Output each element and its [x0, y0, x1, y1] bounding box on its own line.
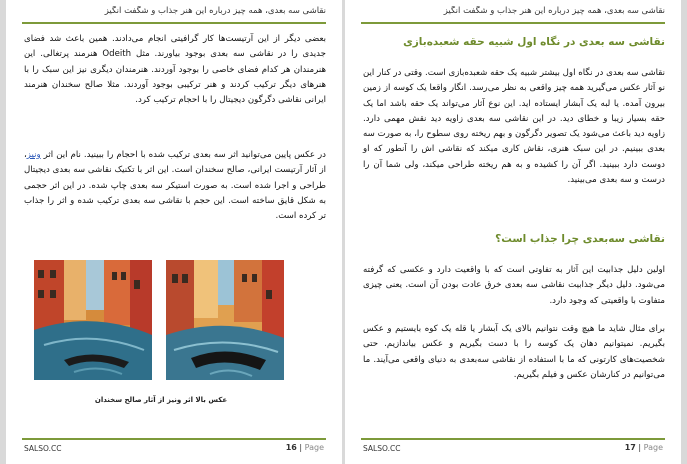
- page-header: نقاشی سه بعدی، همه چیز درباره این هنر جذاب و شگفت انگیز: [104, 6, 326, 16]
- paragraph: [24, 148, 326, 224]
- header-divider: [22, 22, 326, 24]
- footer-divider: [361, 438, 665, 440]
- section-heading: نقاشی سه بعدی در نگاه اول شبیه حقه شعبده‌بازی: [403, 36, 665, 48]
- paragraph-text: ، از آثار آرتیست ایرانی، صالح سخندان است. این اثر با تکنیک نقاشی سه بعدی دیجیتال طراحی و اجرا شده است. به صورت استیکر سه بعدی چاپ شده. در این اثر حجمی به شکل قایق ساخته است. این حجم با نقاشی سه بعدی ترکیب شده و اثر را جذاب تر کرده است.: [24, 150, 326, 222]
- page-header: نقاشی سه بعدی، همه چیز درباره این هنر جذاب و شگفت انگیز: [443, 6, 665, 16]
- paragraph: برای مثال شاید ما هیچ وقت نتوانیم بالای یک آبشار یا قله یک کوه بایستیم و عکس بگیریم. نمیتوانیم دهان یک کوسه را با دست بگیریم و عکس بیاندازیم. حتی شخصیت‌های کارتونی که ما با استفاده از نقاشی سه‌بعدی به دنیای واقعی می‌آیند. ما می‌توانیم در کنارشان عکس و فیلم بگیریم.: [363, 324, 665, 380]
- venice-artwork-photo-1: [34, 260, 152, 380]
- venice-artwork-photo-2: [166, 260, 284, 380]
- footer-site: SALSO.CC: [24, 444, 62, 453]
- page-number: 17: [624, 443, 636, 452]
- venice-link[interactable]: ونیز: [26, 150, 41, 160]
- page-label: Page: [304, 443, 324, 452]
- page-label: Page: [643, 443, 663, 452]
- page-16: [6, 0, 342, 464]
- paragraph: نقاشی سه بعدی در نگاه اول بیشتر شبیه یک حقه شعبده‌بازی است. وقتی در کنار این نو آثار عکس می‌گیرید همه چیز واقعی به نظر می‌رسد. انگار واقعا یک کوسه از زمین بیرون آمده. یا لبه یک آبشار ایستاده اید. این نوع آثار می‌تواند یک حقه باشد اما یک حقه بسیار زیبا و خطای دید. در این نقاشی سه بعدی زاویه دید نقش مهمی دارد. زاویه دید باعث می‌شود یک تصویر دگرگون و بهم ریخته روی سطوح را، به صورت سه بعدی ببینیم. در این سبک هنری، نقاش کاری میکند که نقاشی اش را آنطور که او دوست دارد ببینید. اگر آن را کشیده و به هم ریخته طراحی میکند، ولی شما آن را درست و سه بعدی می‌بینید.: [363, 68, 665, 186]
- footer-divider: [22, 438, 326, 440]
- section-heading: نقاشی سه‌بعدی چرا جذاب است؟: [495, 233, 665, 245]
- paragraph: اولین دلیل جذابیت این آثار به تفاوتی است که با واقعیت دارد و عکسی که گرفته می‌شود. دلیل دیگر جذابیت نقاشی سه بعدی خرق عادت بودن آن است. یعنی چیزی متفاوت با واقعیتی که وجود دارد.: [363, 265, 665, 306]
- page-number: 16: [285, 443, 297, 452]
- image-caption: عکس بالا اثر ونیز از آثار صالح سخندان: [94, 396, 228, 404]
- footer-site: SALSO.CC: [363, 444, 401, 453]
- paragraph: بعضی دیگر از این آرتیست‌ها کار گرافیتی انجام می‌دادند. همین باعث شد فضای جدیدی را در نقاشی سه بعدی بوجود بیاورند. مثل Odeith هنرمند پرتغالی. این هنرمندان هر کدام فضای خاصی را بوجود آوردند. هنرمندان دیگری نیز این سبک را با هنرهای دیگر ترکیب کردند و هنر ترکیبی بوجود آوردند. مثلا صالح سخندان هنرمند ایرانی نقاشی دگرگون دیجیتال را با احجام ترکیب کرد.: [24, 34, 326, 106]
- footer-page-number: 17 | Page: [624, 443, 663, 452]
- page-17: [345, 0, 681, 464]
- footer-page-number: 16 | Page: [285, 443, 324, 452]
- paragraph-text: در عکس پایین می‌توانید اثر سه بعدی ترکیب شده با احجام را ببینید. نام این اثر: [40, 150, 326, 160]
- header-divider: [361, 22, 665, 24]
